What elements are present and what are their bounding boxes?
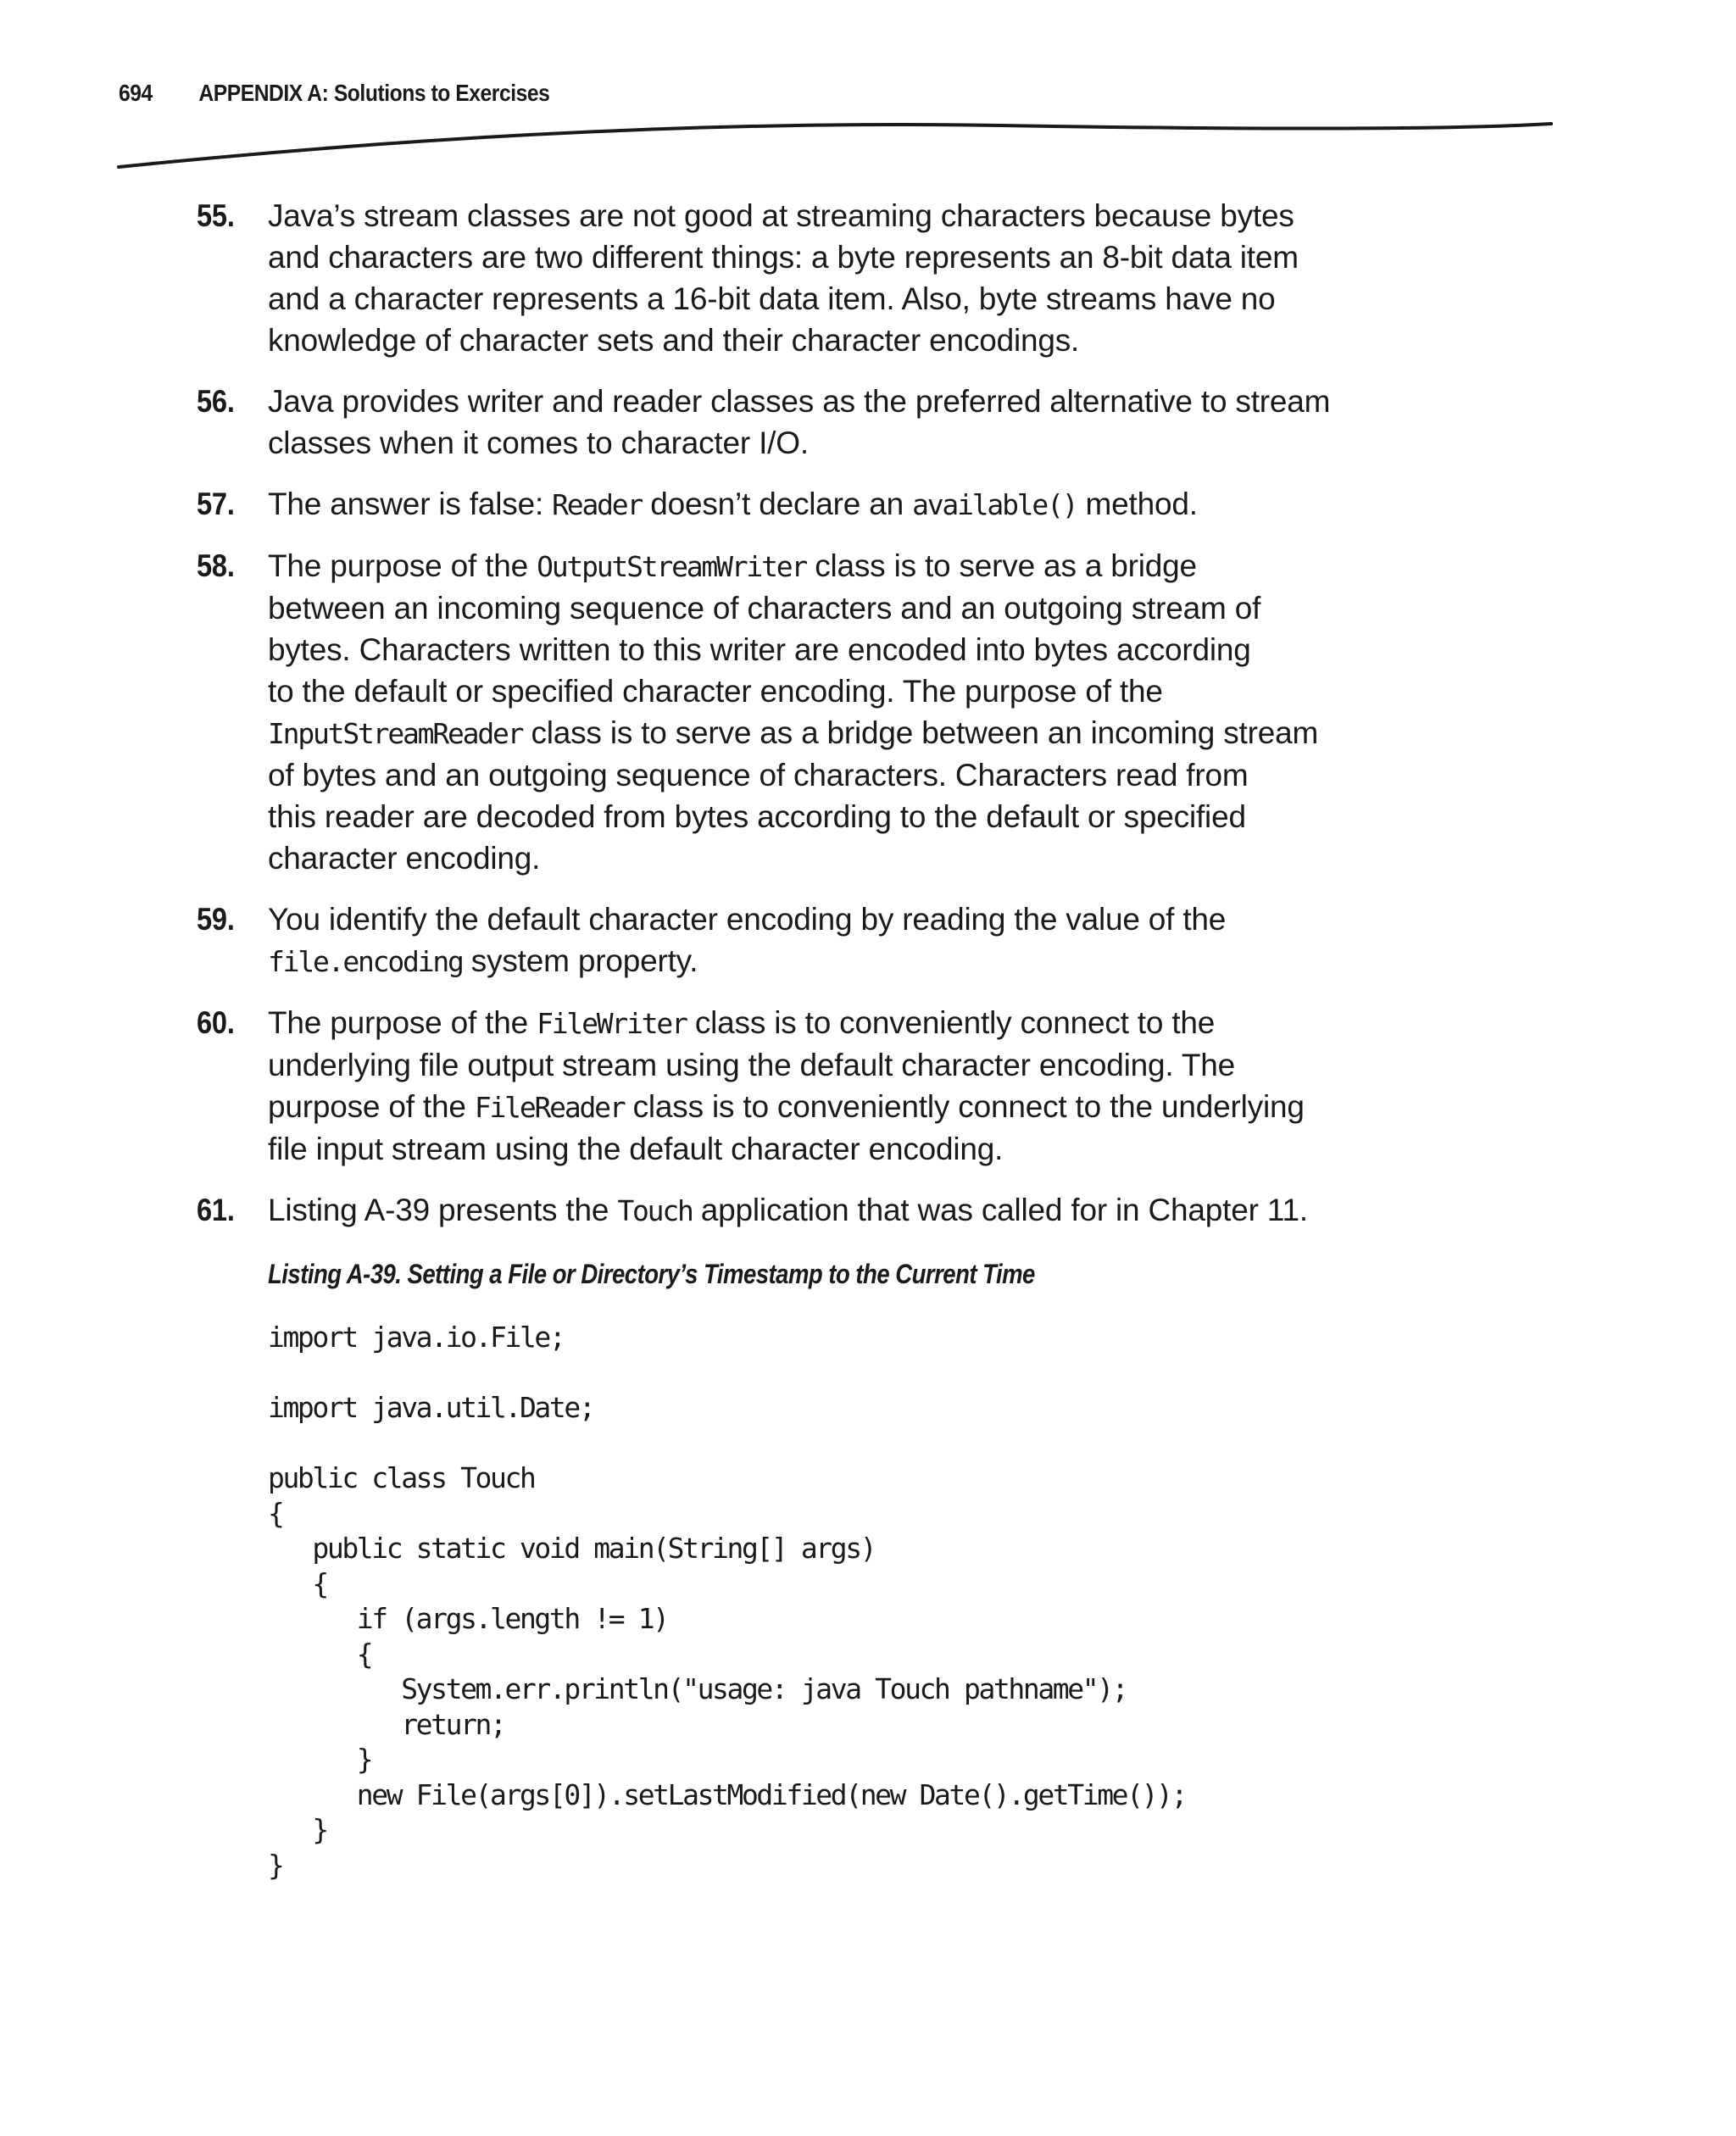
code-line xyxy=(268,1426,1186,1461)
text-run: class is to serve as a bridge xyxy=(806,548,1197,583)
answer-line: Java’s stream classes are not good at streaming characters because bytes xyxy=(268,198,1294,233)
text-run: system property. xyxy=(462,943,698,978)
text-run: The purpose of the xyxy=(268,1005,537,1040)
code-listing xyxy=(268,1320,1186,1883)
text-run: class is to serve as a bridge between an incoming stream xyxy=(522,715,1319,750)
code-line: { xyxy=(268,1637,372,1671)
answer-line: knowledge of character sets and their character encodings. xyxy=(268,323,1080,358)
code-line: if (args.length != 1) xyxy=(268,1602,668,1635)
text-run: The purpose of the xyxy=(268,548,537,583)
answer-line: and a character represents a 16-bit data item. Also, byte streams have no xyxy=(268,281,1276,316)
header-rule xyxy=(0,0,1736,186)
text-run: Listing A-39 presents the xyxy=(268,1193,618,1227)
answer-55 xyxy=(197,195,1417,361)
inline-code: Touch xyxy=(617,1194,693,1227)
answer-60 xyxy=(197,1002,1417,1170)
answer-line xyxy=(268,1086,1417,1128)
answer-61 xyxy=(197,1189,1417,1232)
text-run: class is to conveniently connect to the xyxy=(686,1005,1216,1040)
text-run: doesn’t declare an xyxy=(642,487,913,521)
answer-line xyxy=(268,1189,1417,1232)
answer-59 xyxy=(197,898,1417,982)
answer-line: to the default or specified character encoding. The purpose of the xyxy=(268,674,1163,709)
text-run: class is to conveniently connect to the underlying xyxy=(624,1089,1305,1124)
code-line: { xyxy=(268,1496,283,1530)
answer-57 xyxy=(197,483,1417,526)
answer-list xyxy=(197,195,1417,1251)
inline-code: OutputStreamWriter xyxy=(537,550,807,583)
code-line: } xyxy=(268,1848,283,1882)
answer-number: 58. xyxy=(197,548,235,583)
code-line: new File(args[0]).setLastModified(new Date().getTime()); xyxy=(268,1777,1186,1811)
answer-line: of bytes and an outgoing sequence of characters. Characters read from xyxy=(268,758,1249,793)
code-line: return; xyxy=(268,1707,505,1741)
code-line: public class Touch xyxy=(268,1461,535,1494)
inline-code: InputStreamReader xyxy=(268,717,523,750)
answer-line: You identify the default character encoding by reading the value of the xyxy=(268,902,1227,937)
answer-number: 55. xyxy=(197,198,235,233)
answer-number: 59. xyxy=(197,902,235,937)
inline-code: available() xyxy=(912,488,1077,521)
text-run: purpose of the xyxy=(268,1089,475,1124)
code-line: import java.util.Date; xyxy=(268,1391,594,1424)
inline-code: FileWriter xyxy=(537,1007,687,1040)
answer-number: 56. xyxy=(197,384,235,419)
text-run: application that was called for in Chapter 11. xyxy=(692,1193,1308,1227)
answer-number: 61. xyxy=(197,1193,235,1227)
answer-line: Java provides writer and reader classes as the preferred alternative to stream xyxy=(268,384,1331,419)
running-title: APPENDIX A: Solutions to Exercises xyxy=(198,80,550,106)
answer-line: underlying file output stream using the default character encoding. The xyxy=(268,1048,1236,1082)
page-number: 694 xyxy=(119,80,153,106)
answer-line xyxy=(268,1002,1417,1044)
code-line: public static void main(String[] args) xyxy=(268,1532,876,1565)
code-line: { xyxy=(268,1566,327,1600)
answer-line: character encoding. xyxy=(268,841,541,876)
inline-code: FileReader xyxy=(474,1091,625,1124)
code-line xyxy=(268,1355,1186,1391)
answer-line xyxy=(268,712,1417,754)
answer-line: bytes. Characters written to this writer are encoded into bytes according xyxy=(268,632,1251,667)
code-line: } xyxy=(268,1813,327,1846)
inline-code: Reader xyxy=(552,488,643,521)
answer-line: classes when it comes to character I/O. xyxy=(268,426,809,460)
answer-number: 60. xyxy=(197,1005,235,1040)
code-line: import java.io.File; xyxy=(268,1321,565,1354)
code-line: System.err.println("usage: java Touch pathname"); xyxy=(268,1672,1127,1705)
answer-line: between an incoming sequence of characters and an outgoing stream of xyxy=(268,591,1261,626)
answer-line: file input stream using the default character encoding. xyxy=(268,1132,1004,1166)
code-line: } xyxy=(268,1743,372,1776)
answer-line xyxy=(268,940,1417,982)
answer-line: this reader are decoded from bytes according to the default or specified xyxy=(268,799,1246,834)
answer-number: 57. xyxy=(197,487,235,521)
answer-line: and characters are two different things: a byte represents an 8-bit data item xyxy=(268,240,1299,275)
answer-line xyxy=(268,545,1417,587)
answer-56 xyxy=(197,381,1417,464)
answer-line xyxy=(268,483,1417,526)
listing-caption: Listing A-39. Setting a File or Directory’s Timestamp to the Current Time xyxy=(268,1259,1035,1289)
inline-code: file.encoding xyxy=(268,945,463,978)
text-run: The answer is false: xyxy=(268,487,553,521)
text-run: method. xyxy=(1077,487,1198,521)
answer-58 xyxy=(197,545,1417,879)
